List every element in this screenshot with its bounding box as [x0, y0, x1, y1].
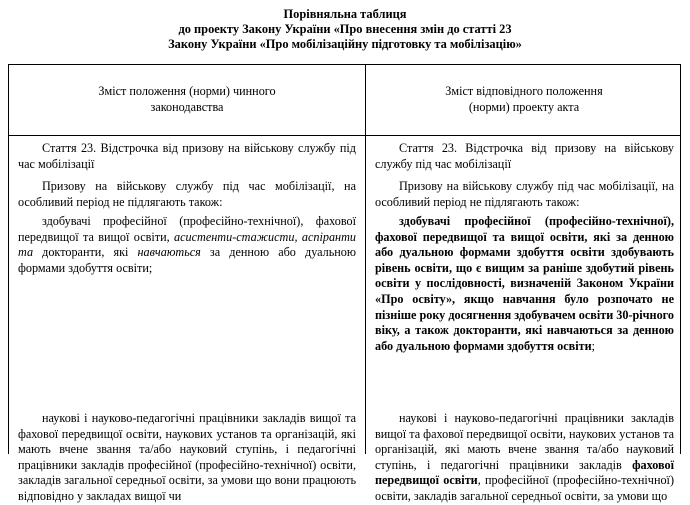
header-subtitle-line2: Закону України «Про мобілізаційну підготовку та мобілізацію»: [168, 37, 522, 51]
column-header-draft-act: Зміст відповідного положення (норми) проекту акта: [445, 84, 603, 114]
column-divider: [365, 65, 366, 454]
document-header: [0, 7, 690, 52]
column-header-current-law: Зміст положення (норми) чинного законодавства: [98, 84, 276, 114]
left-paragraph-students: здобувачі професійної (професійно-технічної), фахової передвищої та вищої освіти, асистенти-стажисти, аспіранти та докторанти, які навчаються за денною або дуальною формами здобуття освіти;: [18, 214, 357, 275]
header-row-divider: [9, 135, 680, 136]
header-title: Порівняльна таблиця: [283, 7, 407, 21]
right-paragraph-students: здобувачі професійної (професійно-технічної), фахової передвищої та вищої освіти, які за денною або дуальною формами здобуття освіти здобувають рівень освіти, що є вищим за раніше здобутий рівень освіти у послідовності, визначеній Законом України «Про освіту», якщо навчання було розпочато не пізніше року досягнення здобувачем освіти 30-річного віку, а також докторанти, які навчаються за денною або дуальною формами здобуття освіти;: [375, 214, 674, 353]
comparison-table: [8, 64, 681, 503]
right-intro: Призову на військову службу під час мобілізації, на особливий період не підлягають також:: [375, 179, 674, 209]
left-article-title: Стаття 23. Відстрочка від призову на військову службу під час мобілізації: [18, 141, 356, 171]
header-subtitle-line1: до проекту Закону України «Про внесення змін до статті 23: [178, 22, 512, 36]
left-paragraph-scientists: наукові і науково-педагогічні працівники закладів вищої та фахової передвищої освіти, наукових установ та організацій, які мають вчене звання та/або науковий ступінь, і педагогічні працівники закладів професійної (професійно-технічної) освіти, закладів загальної середньої освіти, за умови що вони працюють відповідно у закладах вищої чи: [18, 411, 356, 503]
left-intro: Призову на військову службу під час мобілізації, на особливий період не підлягають також:: [18, 179, 356, 209]
right-paragraph-scientists: наукові і науково-педагогічні працівники закладів вищої та фахової передвищої освіти, наукових установ та організацій, які мають вчене звання та/або науковий ступінь, і педагогічні працівники закладів фахової передвищої освіти, професійної (професійно-технічної) освіти, закладів загальної середньої освіти, за умови що: [375, 411, 675, 503]
right-article-title: Стаття 23. Відстрочка від призову на військову службу під час мобілізації: [375, 141, 674, 171]
